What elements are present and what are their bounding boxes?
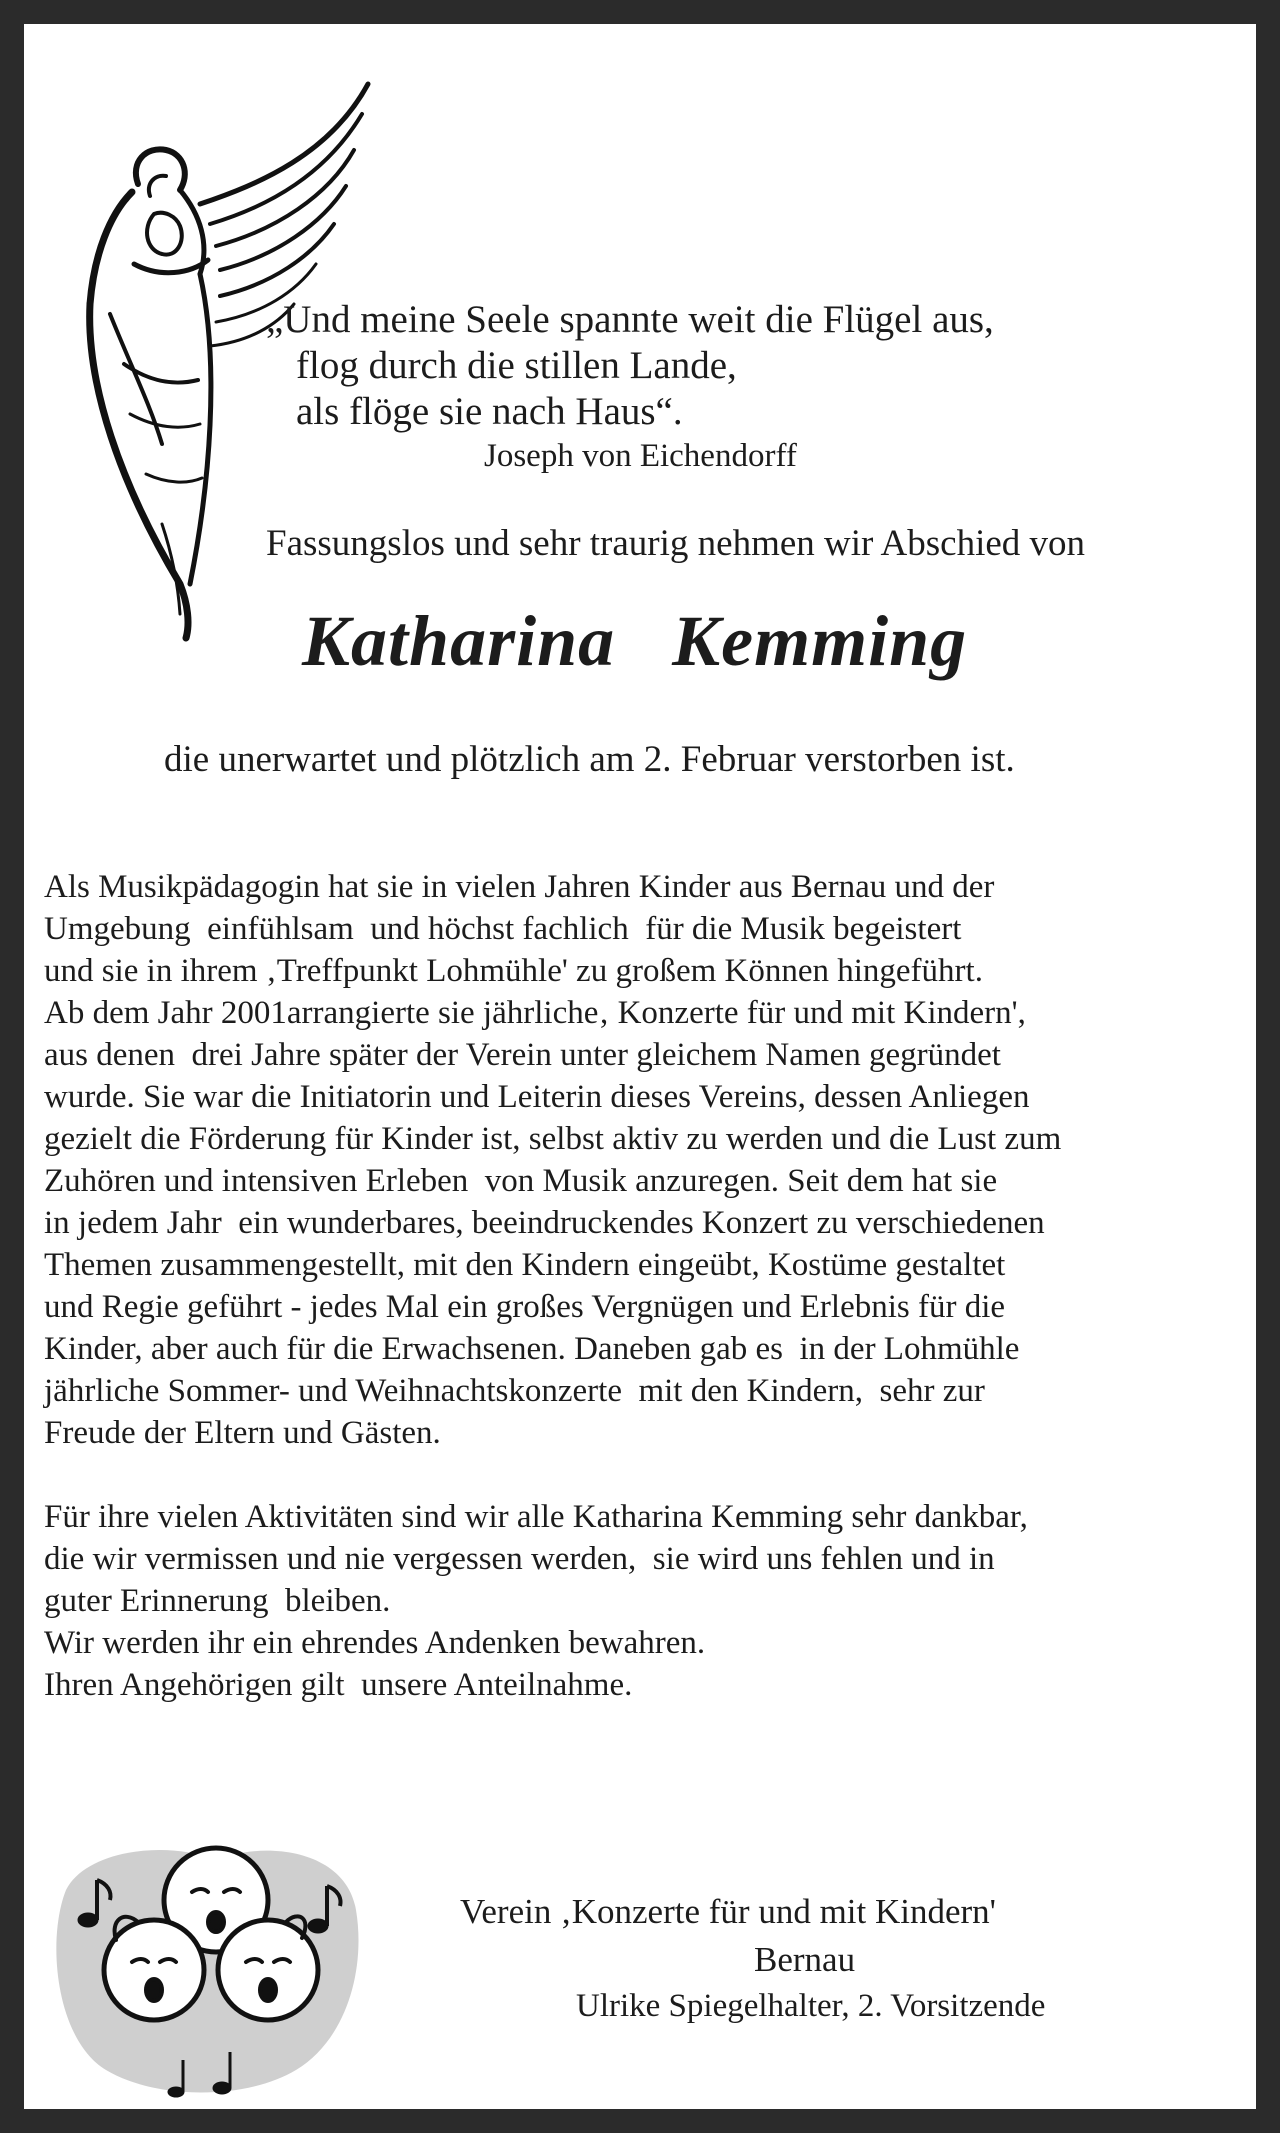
body-line: wurde. Sie war die Initiatorin und Leiterin dieses Vereins, dessen Anliegen (44, 1079, 1030, 1115)
body-line: die wir vermissen und nie vergessen werden, sie wird uns fehlen und in (44, 1541, 995, 1577)
paragraph-1 (44, 866, 1244, 1454)
body-line: jährliche Sommer- und Weihnachtskonzerte mit den Kindern, sehr zur (44, 1373, 985, 1409)
quote-author: Joseph von Eichendorff (484, 438, 797, 474)
singing-children-icon (46, 1830, 376, 2110)
body-line: Ihren Angehörigen gilt unsere Anteilnahme. (44, 1667, 633, 1703)
body-line: Umgebung einfühlsam und höchst fachlich für die Musik begeistert (44, 911, 962, 947)
paragraph-gap (44, 1454, 1244, 1496)
body-line: Ab dem Jahr 2001arrangierte sie jährliche‚ Konzerte für und mit Kindern', (44, 995, 1026, 1031)
body-line: gezielt die Förderung für Kinder ist, selbst aktiv zu werden und die Lust zum (44, 1121, 1062, 1157)
body-line: aus denen drei Jahre später der Verein unter gleichem Namen gegründet (44, 1037, 1001, 1073)
quote-line: „Und meine Seele spannte weit die Flügel aus, (266, 298, 994, 341)
intro-line: Fassungslos und sehr traurig nehmen wir Abschied von (266, 523, 1086, 564)
body-line: Themen zusammengestellt, mit den Kindern eingeübt, Kostüme gestaltet (44, 1247, 1006, 1283)
body-line: guter Erinnerung bleiben. (44, 1583, 391, 1619)
body-line: Als Musikpädagogin hat sie in vielen Jahren Kinder aus Bernau und der (44, 869, 995, 905)
quote-line: flog durch die stillen Lande, (296, 344, 737, 387)
quote-line: als flöge sie nach Haus“. (296, 390, 683, 433)
body-line: Kinder, aber auch für die Erwachsenen. Daneben gab es in der Lohmühle (44, 1331, 1020, 1367)
body-line: Wir werden ihr ein ehrendes Andenken bewahren. (44, 1625, 706, 1661)
deceased-name: Katharina Kemming (302, 601, 968, 681)
body-line: Zuhören und intensiven Erleben von Musik anzuregen. Seit dem hat sie (44, 1163, 998, 1199)
signature-person: Ulrike Spiegelhalter, 2. Vorsitzende (576, 1988, 1046, 2024)
obituary-body (44, 866, 1244, 1706)
body-line: Freude der Eltern und Gästen. (44, 1415, 441, 1451)
body-line: und sie in ihrem ‚Treffpunkt Lohmühle' zu großem Können hingeführt. (44, 953, 983, 989)
body-line: und Regie geführt - jedes Mal ein großes Vergnügen und Erlebnis für die (44, 1289, 1006, 1325)
death-notice-line: die unerwartet und plötzlich am 2. Februar verstorben ist. (164, 739, 1015, 780)
signature-place: Bernau (754, 1940, 856, 1979)
body-line: in jedem Jahr ein wunderbares, beeindruckendes Konzert zu verschiedenen (44, 1205, 1045, 1241)
paragraph-2 (44, 1496, 1244, 1706)
body-line: Für ihre vielen Aktivitäten sind wir alle Katharina Kemming sehr dankbar, (44, 1499, 1028, 1535)
signature-organization: Verein ‚Konzerte für und mit Kindern' (460, 1892, 996, 1931)
